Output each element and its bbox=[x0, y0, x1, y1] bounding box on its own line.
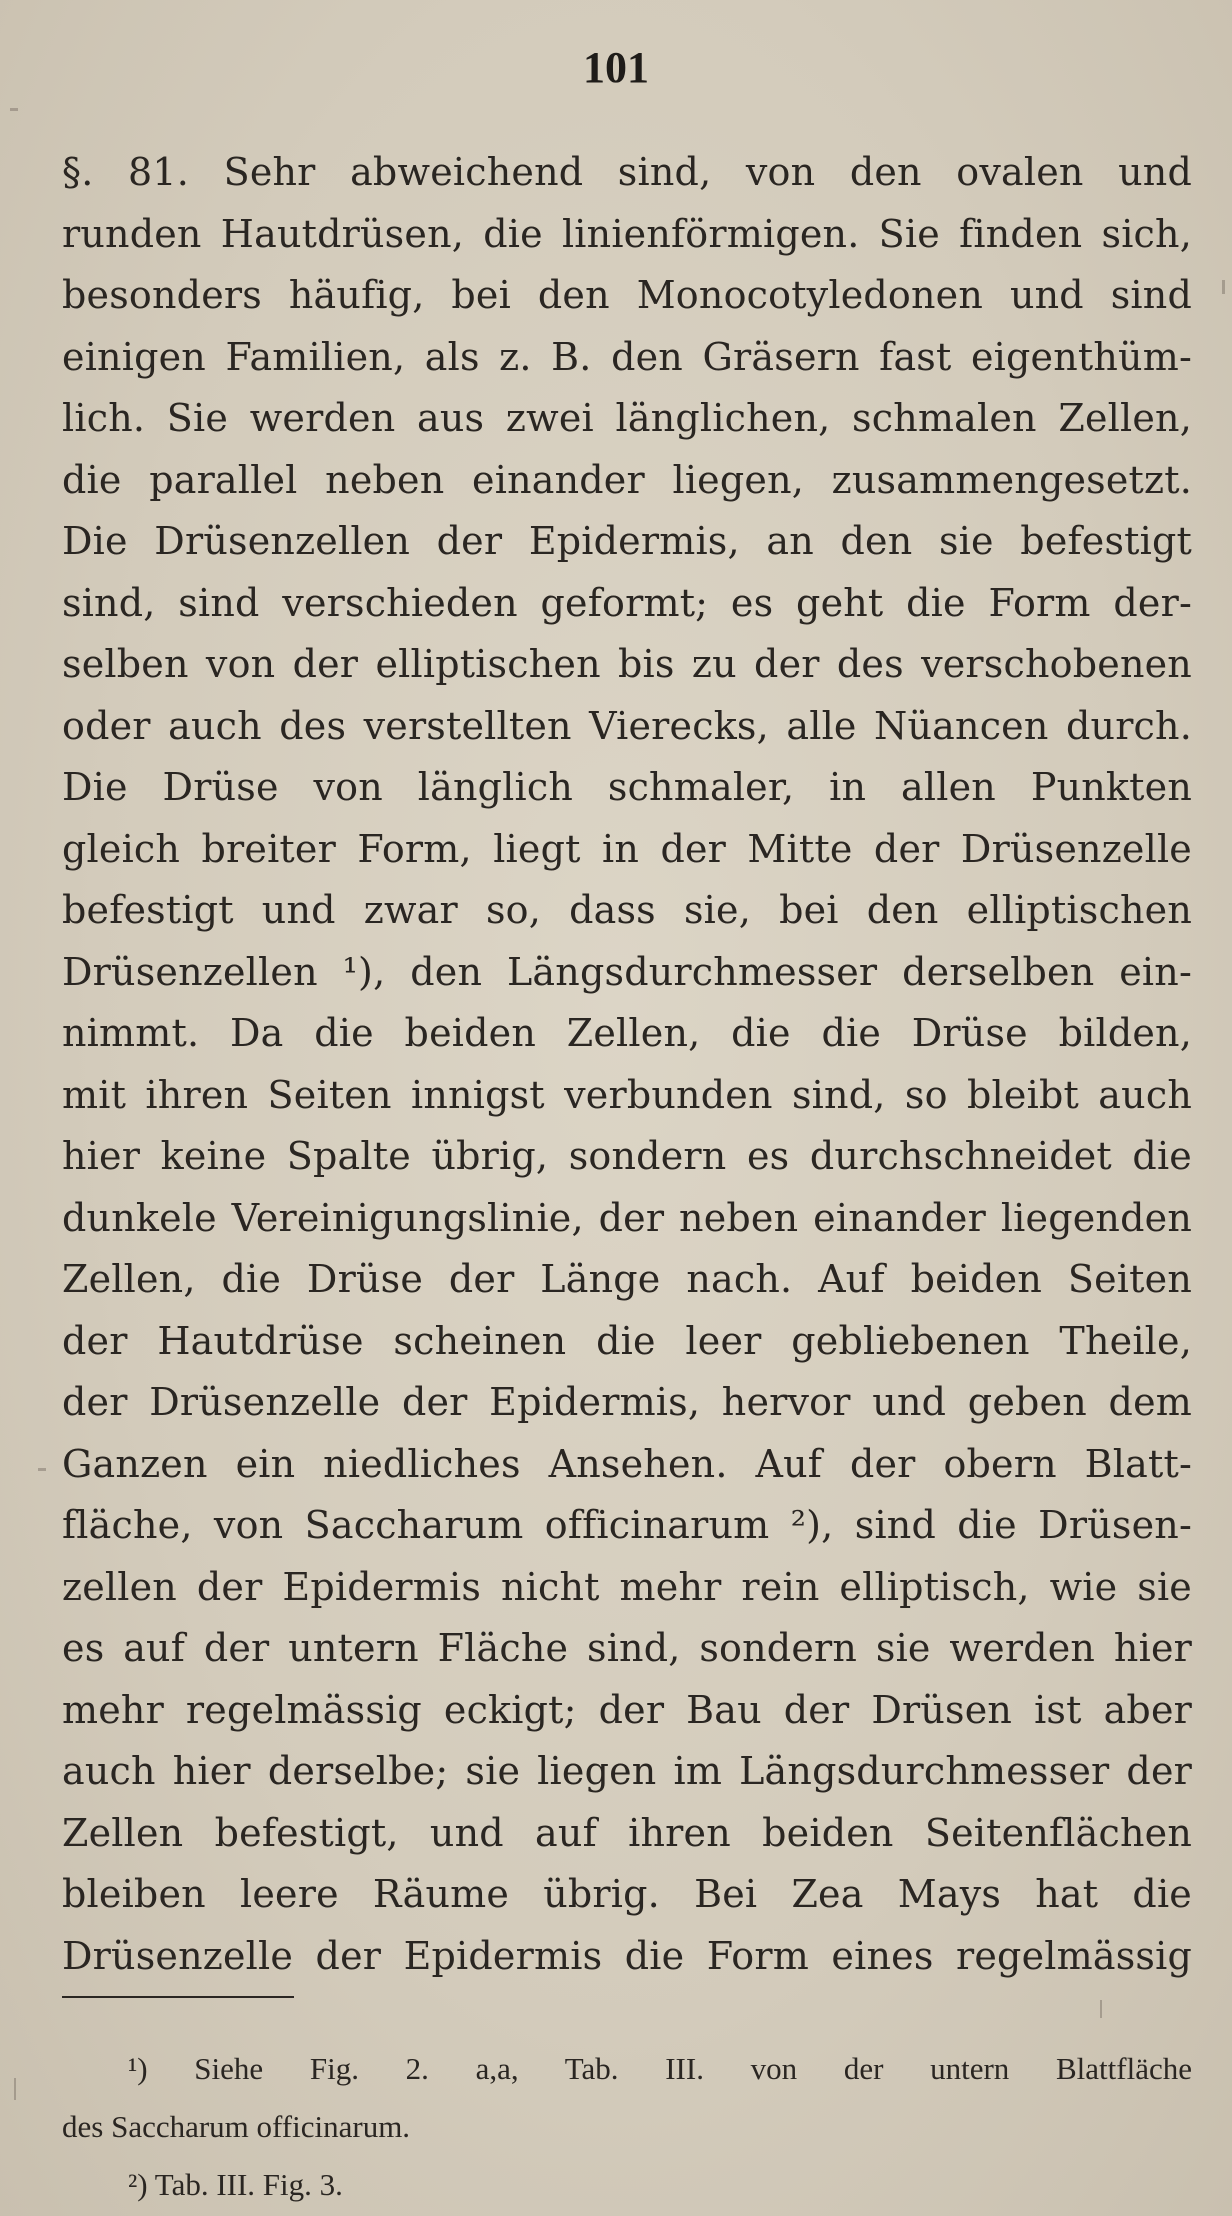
text-line: zellen der Epidermis nicht mehr rein elliptisch, wie sie bbox=[62, 1564, 1192, 1609]
text-line: der Drüsenzelle der Epidermis, hervor und geben dem bbox=[62, 1380, 1192, 1424]
paper-speck bbox=[14, 2078, 16, 2100]
text-line: hier keine Spalte übrig, sondern es durchschneidet die bbox=[62, 1134, 1192, 1178]
page-number: 101 bbox=[583, 43, 649, 92]
text-line: runden Hautdrüsen, die linienförmigen. Sie finden sich, bbox=[62, 211, 1192, 256]
text-line: Die Drüse von länglich schmaler, in allen Punkten bbox=[62, 765, 1192, 809]
text-line: es auf der untern Fläche sind, sondern sie werden hier bbox=[62, 1626, 1192, 1670]
footnote-1-continuation: des Saccharum officinarum. bbox=[62, 2109, 411, 2144]
paper-speck bbox=[1100, 2000, 1102, 2018]
paper-speck bbox=[1222, 280, 1225, 294]
footnotes bbox=[62, 2040, 1192, 2214]
text-line: §. 81. Sehr abweichend sind, von den ovalen und bbox=[62, 150, 1192, 194]
text-line: sind, sind verschieden geformt; es geht die Form der- bbox=[62, 580, 1192, 625]
text-line: nimmt. Da die beiden Zellen, die die Drüse bilden, bbox=[62, 1011, 1192, 1055]
paper-speck bbox=[38, 1468, 46, 1471]
text-line: auch hier derselbe; sie liegen im Längsdurchmesser der bbox=[62, 1749, 1192, 1793]
text-line: Ganzen ein niedliches Ansehen. Auf der obern Blatt- bbox=[62, 1441, 1192, 1486]
text-line: einigen Familien, als z. B. den Gräsern fast eigenthüm- bbox=[62, 334, 1192, 379]
footnote-separator bbox=[62, 1996, 294, 1998]
text-line: besonders häufig, bei den Monocotyledonen und sind bbox=[62, 273, 1192, 317]
text-line: fläche, von Saccharum officinarum ²), sind die Drüsen- bbox=[62, 1503, 1192, 1547]
footnote-1: ¹) Siehe Fig. 2. a,a, Tab. III. von der untern Blattfläche bbox=[128, 2051, 1192, 2086]
text-line: bleiben leere Räume übrig. Bei Zea Mays hat die bbox=[62, 1872, 1192, 1916]
text-line: Drüsenzellen ¹), den Längsdurchmesser derselben ein- bbox=[62, 949, 1192, 994]
paper-speck bbox=[10, 108, 18, 111]
text-line: die parallel neben einander liegen, zusammengesetzt. bbox=[62, 457, 1192, 502]
main-paragraph bbox=[62, 142, 1192, 1987]
text-line: dunkele Vereinigungslinie, der neben einander liegenden bbox=[62, 1195, 1192, 1240]
text-line: Zellen, die Drüse der Länge nach. Auf beiden Seiten bbox=[62, 1257, 1192, 1301]
text-line: selben von der elliptischen bis zu der des verschobenen bbox=[62, 642, 1192, 686]
text-line: mehr regelmässig eckigt; der Bau der Drüsen ist aber bbox=[62, 1687, 1192, 1732]
text-line: mit ihren Seiten innigst verbunden sind, so bleibt auch bbox=[62, 1072, 1192, 1117]
text-line: der Hautdrüse scheinen die leer gebliebenen Theile, bbox=[62, 1318, 1192, 1363]
text-line: Drüsenzelle der Epidermis die Form eines regelmässig bbox=[62, 1933, 1192, 1978]
text-line: Die Drüsenzellen der Epidermis, an den sie befestigt bbox=[62, 519, 1192, 563]
text-line: gleich breiter Form, liegt in der Mitte der Drüsenzelle bbox=[62, 826, 1192, 871]
text-line: befestigt und zwar so, dass sie, bei den elliptischen bbox=[62, 888, 1192, 932]
text-line: lich. Sie werden aus zwei länglichen, schmalen Zellen, bbox=[62, 396, 1192, 440]
text-line: Zellen befestigt, und auf ihren beiden Seitenflächen bbox=[62, 1810, 1192, 1855]
footnote-2: ²) Tab. III. Fig. 3. bbox=[128, 2167, 343, 2202]
text-line: oder auch des verstellten Vierecks, alle Nüancen durch. bbox=[62, 703, 1192, 748]
